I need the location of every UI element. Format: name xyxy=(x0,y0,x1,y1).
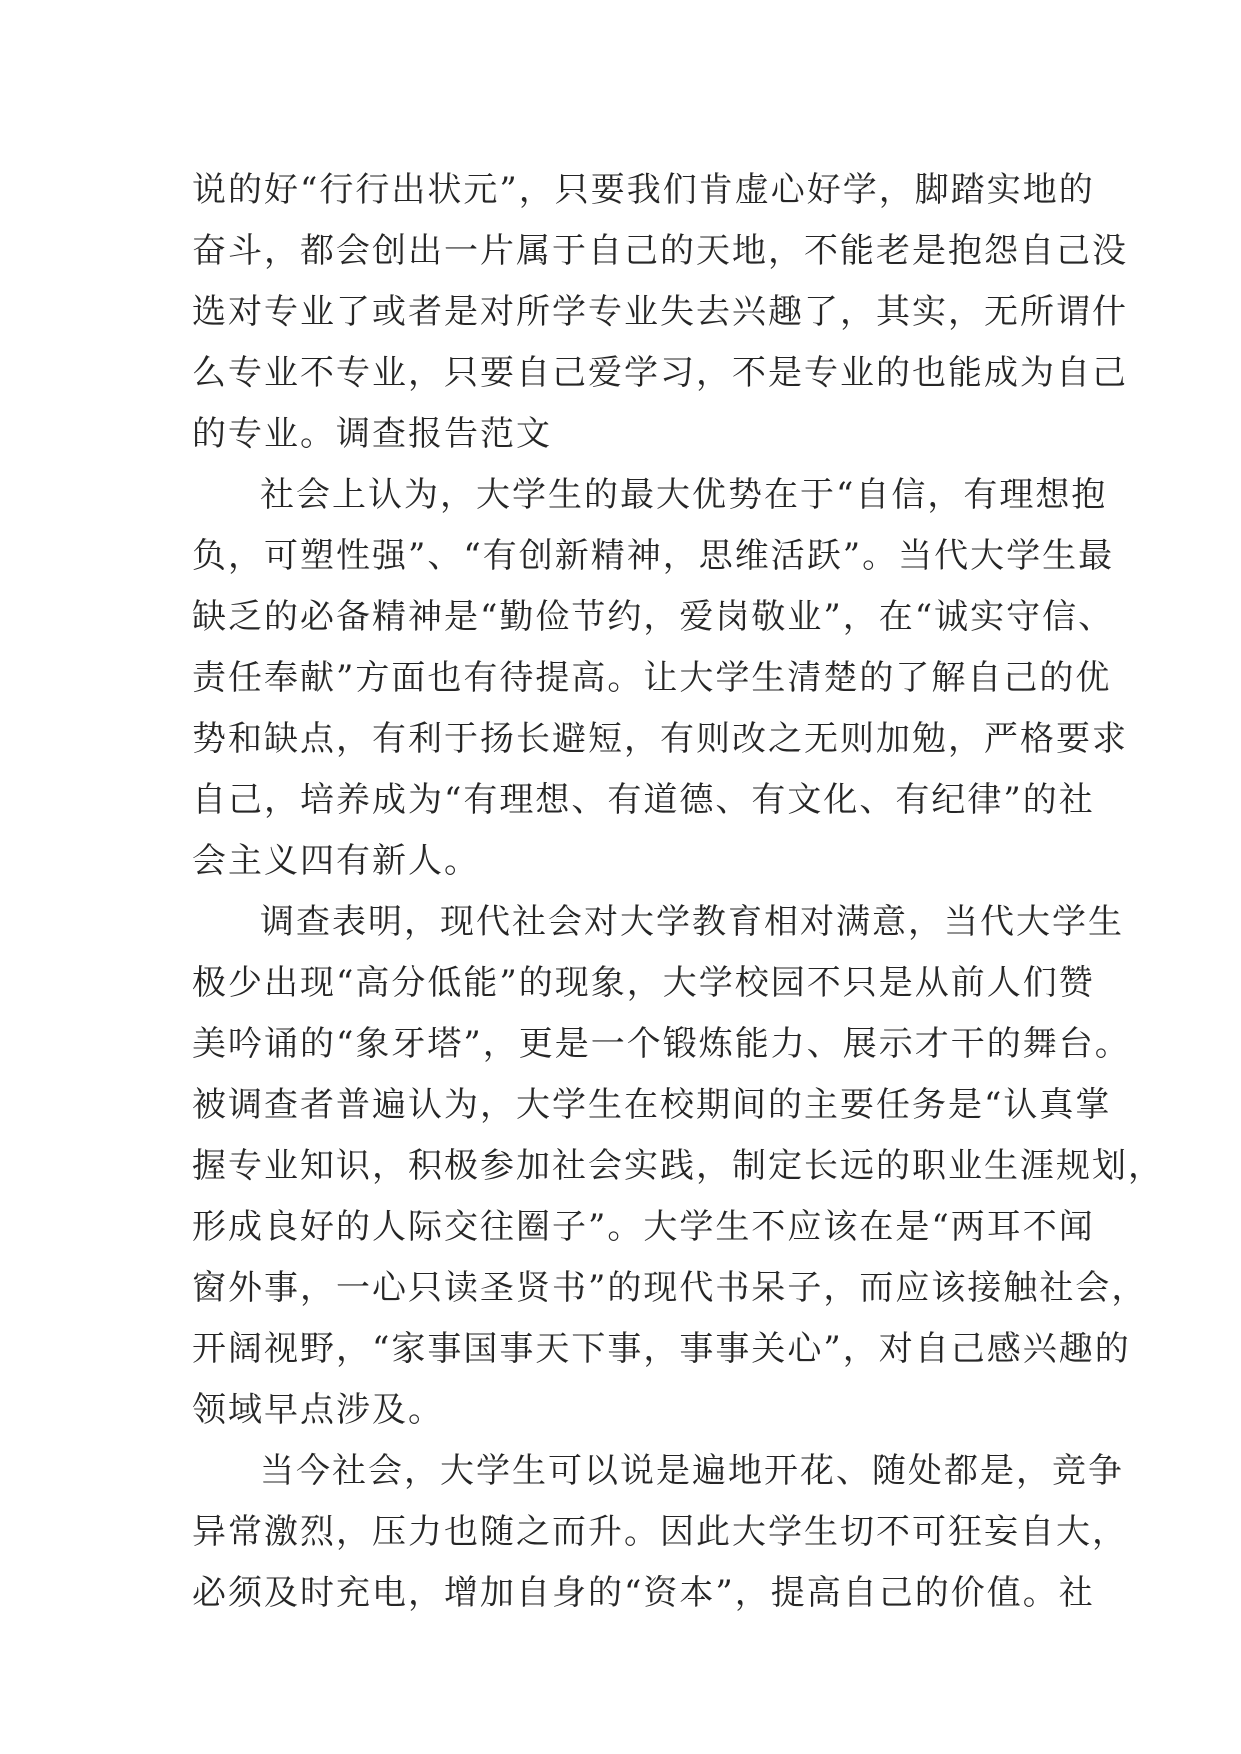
text-line: 的专业。调查报告范文 xyxy=(192,414,552,454)
text-line: 美吟诵的“象牙塔”，更是一个锻炼能力、展示才干的舞台。 xyxy=(192,1024,1131,1064)
text-line: 极少出现“高分低能”的现象，大学校园不只是从前人们赞 xyxy=(192,963,1095,1003)
text-line: 窗外事，一心只读圣贤书”的现代书呆子，而应该接触社会， xyxy=(192,1268,1148,1308)
paragraph-first-line: 当今社会，大学生可以说是遍地开花、随处都是，竞争 xyxy=(260,1451,1124,1491)
text-line: 必须及时充电，增加自身的“资本”，提高自己的价值。社 xyxy=(192,1573,1095,1613)
text-line: 异常激烈，压力也随之而升。因此大学生切不可狂妄自大， xyxy=(192,1512,1128,1552)
paragraph-first-line: 社会上认为，大学生的最大优势在于“自信，有理想抱 xyxy=(260,475,1108,515)
text-line: 说的好“行行出状元”，只要我们肯虚心好学，脚踏实地的 xyxy=(192,170,1095,210)
text-line: 开阔视野，“家事国事天下事，事事关心”，对自己感兴趣的 xyxy=(192,1329,1131,1369)
text-line: 形成良好的人际交往圈子”。大学生不应该在是“两耳不闻 xyxy=(192,1207,1095,1247)
text-line: 被调查者普遍认为，大学生在校期间的主要任务是“认真掌 xyxy=(192,1085,1112,1125)
text-line: 领域早点涉及。 xyxy=(192,1390,444,1430)
text-line: 势和缺点，有利于扬长避短，有则改之无则加勉，严格要求 xyxy=(192,719,1128,759)
document-body xyxy=(192,160,1164,1624)
text-line: 选对专业了或者是对所学专业失去兴趣了，其实，无所谓什 xyxy=(192,292,1128,332)
paragraph-first-line: 调查表明，现代社会对大学教育相对满意，当代大学生 xyxy=(260,902,1124,942)
text-line: 会主义四有新人。 xyxy=(192,841,480,881)
text-line: 负，可塑性强”、“有创新精神，思维活跃”。当代大学生最 xyxy=(192,536,1115,576)
text-line: 自己，培养成为“有理想、有道德、有文化、有纪律”的社 xyxy=(192,780,1095,820)
text-line: 握专业知识，积极参加社会实践，制定长远的职业生涯规划， xyxy=(192,1146,1164,1186)
text-line: 么专业不专业，只要自己爱学习，不是专业的也能成为自己 xyxy=(192,353,1128,393)
text-line: 奋斗，都会创出一片属于自己的天地，不能老是抱怨自己没 xyxy=(192,231,1128,271)
text-line: 责任奉献”方面也有待提高。让大学生清楚的了解自己的优 xyxy=(192,658,1112,698)
text-line: 缺乏的必备精神是“勤俭节约，爱岗敬业”，在“诚实守信、 xyxy=(192,597,1115,637)
